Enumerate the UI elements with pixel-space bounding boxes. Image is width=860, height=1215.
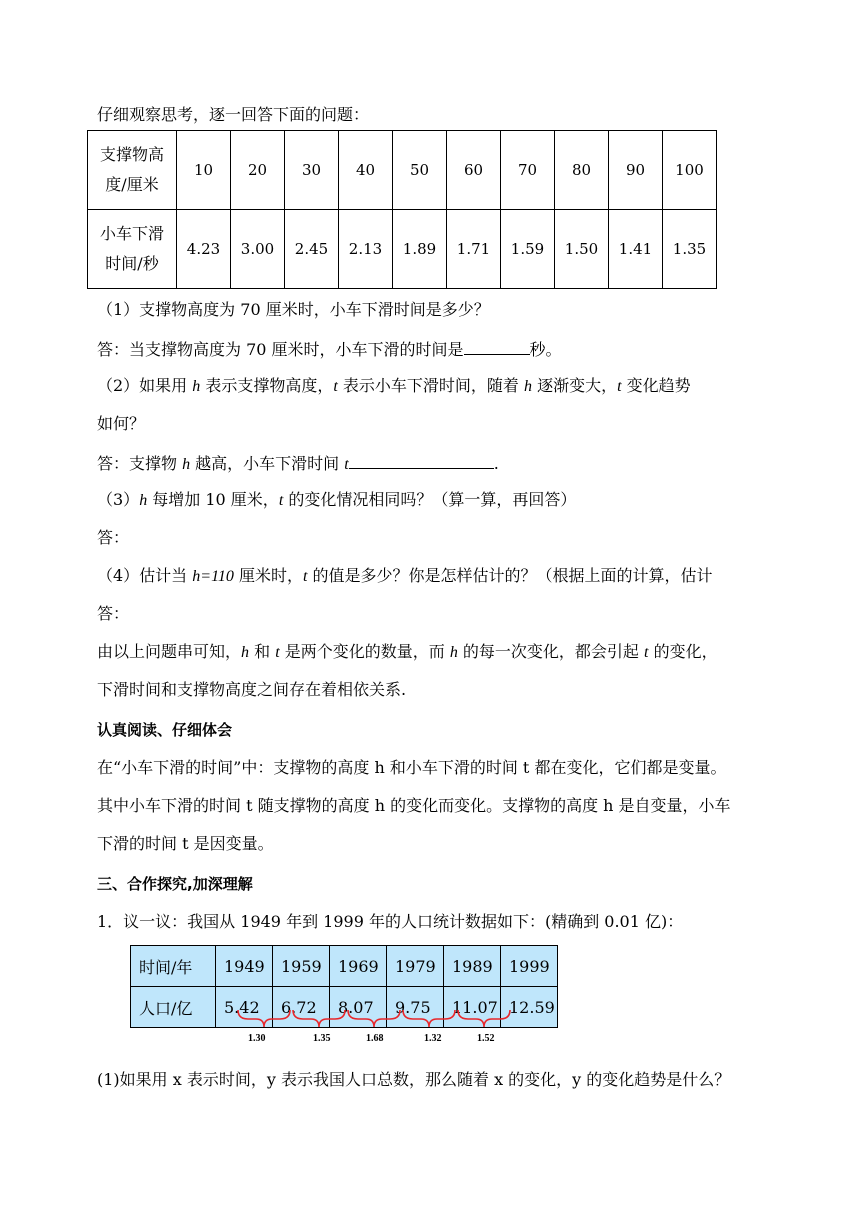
difference-label: 1.52 — [477, 1033, 495, 1044]
difference-label: 1.30 — [248, 1033, 266, 1044]
answer-blank[interactable] — [464, 338, 530, 355]
answer-2: 答：支撑物 h 越高，小车下滑时间 t . — [97, 454, 499, 473]
paragraph-1: 1．议一议：我国从 1949 年到 1999 年的人口统计数据如下：(精确到 0.01 亿)： — [97, 912, 684, 931]
read-line: 其中小车下滑的时间 t 随支撑物的高度 h 的变化而变化。支撑物的高度 h 是自变量，小车 — [97, 796, 731, 815]
table-cell: 80 — [555, 131, 609, 210]
summary-line-2: 下滑时间和支撑物高度之间存在着相依关系. — [97, 680, 407, 699]
read-line: 下滑的时间 t 是因变量。 — [97, 834, 274, 853]
summary-line-1: 由以上问题串可知，h 和 t 是两个变化的数量，而 h 的每一次变化，都会引起 t 的变化， — [97, 642, 718, 661]
table-cell: 1979 — [387, 946, 444, 987]
question-2: （2）如果用 h 表示支撑物高度，t 表示小车下滑时间，随着 h 逐渐变大，t 变化趋势 — [97, 376, 691, 395]
table-cell: 1.35 — [663, 210, 717, 289]
row-header-height: 支撑物高 度/厘米 — [88, 131, 177, 210]
table-cell: 90 — [609, 131, 663, 210]
difference-label: 1.35 — [313, 1033, 331, 1044]
answer-4: 答： — [97, 604, 130, 623]
height-time-table — [87, 130, 717, 289]
table-cell: 40 — [339, 131, 393, 210]
table-row — [88, 210, 717, 289]
table-cell: 50 — [393, 131, 447, 210]
table-cell: 6.72 — [273, 987, 330, 1028]
table-cell: 9.75 — [387, 987, 444, 1028]
table-cell: 5.42 — [216, 987, 273, 1028]
table-cell: 8.07 — [330, 987, 387, 1028]
table-cell: 2.45 — [285, 210, 339, 289]
difference-label: 1.32 — [424, 1033, 442, 1044]
table-cell: 20 — [231, 131, 285, 210]
table-cell: 1959 — [273, 946, 330, 987]
question-2-cont: 如何？ — [97, 414, 146, 433]
table-cell: 4.23 — [177, 210, 231, 289]
table-cell: 12.59 — [501, 987, 558, 1028]
table-cell: 70 — [501, 131, 555, 210]
table-cell: 11.07 — [444, 987, 501, 1028]
row-header-time: 小车下滑 时间/秒 — [88, 210, 177, 289]
population-table — [130, 945, 558, 1028]
section-heading-3: 三、合作探究,加深理解 — [97, 875, 253, 893]
read-line: 在“小车下滑的时间”中：支撑物的高度 h 和小车下滑的时间 t 都在变化，它们都是变量。 — [97, 758, 727, 777]
question-population-1: (1)如果用 x 表示时间，y 表示我国人口总数，那么随着 x 的变化，y 的变化趋势是什么？ — [97, 1070, 731, 1089]
table-cell: 1969 — [330, 946, 387, 987]
table-row — [131, 946, 558, 987]
question-1: （1）支撑物高度为 70 厘米时，小车下滑时间是多少？ — [97, 300, 490, 319]
question-4: （4）估计当 h=110 厘米时，t 的值是多少？你是怎样估计的？（根据上面的计算，估计 — [97, 566, 713, 585]
table-cell: 1.41 — [609, 210, 663, 289]
answer-blank[interactable] — [349, 452, 494, 469]
answer-3: 答： — [97, 528, 130, 547]
intro-text: 仔细观察思考，逐一回答下面的问题： — [97, 105, 370, 124]
table-cell: 1.50 — [555, 210, 609, 289]
table-cell: 1.59 — [501, 210, 555, 289]
table-cell: 1949 — [216, 946, 273, 987]
table-cell: 1.89 — [393, 210, 447, 289]
answer-1: 答：当支撑物高度为 70 厘米时，小车下滑的时间是 秒。 — [97, 340, 562, 359]
difference-label: 1.68 — [366, 1033, 384, 1044]
table-cell: 1989 — [444, 946, 501, 987]
section-heading-read: 认真阅读、仔细体会 — [97, 721, 233, 739]
table-cell: 100 — [663, 131, 717, 210]
table-cell: 3.00 — [231, 210, 285, 289]
table-cell: 30 — [285, 131, 339, 210]
table-row — [88, 131, 717, 210]
row-header-year: 时间/年 — [131, 946, 216, 987]
table-cell: 1.71 — [447, 210, 501, 289]
table-cell: 60 — [447, 131, 501, 210]
table-cell: 10 — [177, 131, 231, 210]
question-3: （3）h 每增加 10 厘米，t 的变化情况相同吗？（算一算，再回答） — [97, 490, 577, 509]
table-row — [131, 987, 558, 1028]
table-cell: 2.13 — [339, 210, 393, 289]
table-cell: 1999 — [501, 946, 558, 987]
row-header-population: 人口/亿 — [131, 987, 216, 1028]
